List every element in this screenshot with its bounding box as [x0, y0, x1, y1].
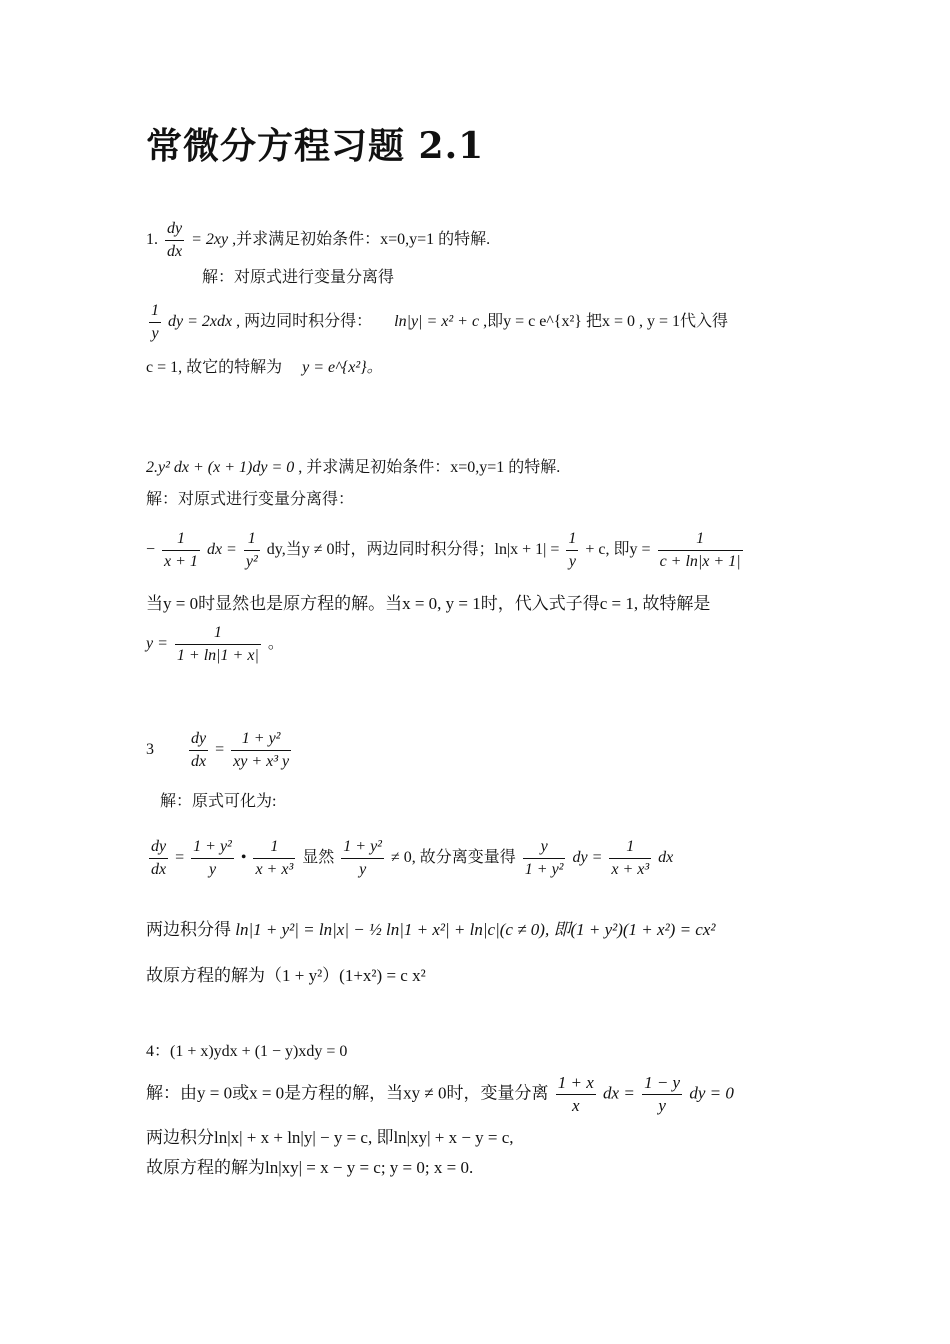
problem-3-integration — [146, 920, 716, 940]
problem-2-statement — [146, 458, 560, 478]
fraction: $\frac{y}{\text{1 + y²}}$ — [524, 838, 564, 878]
problem-3-statement: 3 $\frac{dy}{dx}$ = $\frac{\text{1 + y²}}{\text{xy + x³ y}}$ — [146, 728, 294, 773]
step-text: 显然 — [302, 849, 335, 867]
problem-4-integration: 两边积分ln|x| + x + ln|y| − y = c, 即ln|xy| + x − y = c, — [146, 1128, 514, 1147]
problem-4-step: 解：由y = 0或x = 0是方程的解，当xy ≠ 0时，变量分离 $\frac{1 + x}{x}$ dx = $\frac{1 - y}{y}$ dy = 0 — [146, 1073, 734, 1115]
problem-2-text: 当y = 0时显然也是原方程的解。当x = 0, y = 1时，代入式子得c = 1, 故特解是 — [146, 594, 711, 613]
fraction: $\frac{1}{y}$ — [568, 530, 577, 570]
equation: dy = 2xdx — [168, 313, 233, 331]
fraction: $\frac{dy}{dx}$ — [151, 838, 167, 878]
problem-1-step — [146, 300, 728, 345]
problem-2-answer: y = $\frac{1}{1 + \ln|1 + x|}$ 。 — [146, 622, 284, 667]
equation-rhs: = 2xy — [191, 231, 229, 249]
fraction: $\frac{1}{\text{x + x³}}$ — [611, 838, 650, 878]
solution-intro: 解：对原式进行变量分离得 — [202, 269, 395, 286]
problem-4-final: 故原方程的解为ln|xy| = x − y = c; y = 0; x = 0. — [146, 1158, 474, 1177]
step-text: ≠ 0, 故分离变量得 — [390, 849, 516, 867]
fraction: $\frac{1}{x + 1}$ — [164, 530, 198, 570]
result-text: c = 1, 故它的特解为 — [146, 359, 283, 376]
condition-text: , 并求满足初始条件：x=0,y=1 的特解. — [298, 459, 561, 476]
result-equation: y = e^{x²}。 — [302, 359, 383, 376]
step-text: , 两边同时积分得： — [236, 313, 373, 331]
problem-1-result — [146, 358, 383, 378]
fraction: $\frac{\text{1 + y²}}{\text{xy + x³ y}}$ — [233, 730, 290, 770]
problem-2-step: − $\frac{1}{x + 1}$ dx = $\frac{1}{\text{y²}}$ dy,当y ≠ 0时，两边同时积分得；ln|x + 1| = $\frac{1}{y}$ + c, 即y = $\frac{1}{c + \ln|x + 1|}$ — [146, 528, 746, 573]
fraction: $\frac{1 - y}{y}$ — [644, 1073, 681, 1115]
step-text: 两边积分得 — [146, 920, 231, 939]
condition-text: ,并求满足初始条件：x=0,y=1 的特解. — [232, 231, 491, 249]
step-text: 解：由y = 0或x = 0是方程的解，当xy ≠ 0时，变量分离 — [146, 1083, 549, 1103]
problem-number: 3 — [146, 741, 154, 759]
problem-1-statement — [146, 218, 490, 263]
fraction: $\frac{dy}{dx}$ — [167, 220, 183, 260]
equation: 2.y² dx + (x + 1)dy = 0 — [146, 459, 295, 476]
step-text: ,即y = c e^{x²} 把x = 0 , y = 1代入得 — [483, 313, 729, 331]
page-title: 常微分方程习题 2.1 — [146, 125, 485, 167]
fraction: $\frac{\text{1 + y²}}{y}$ — [193, 838, 232, 878]
solution-intro: 解：原式可化为: — [160, 793, 277, 810]
problem-number: 1. — [146, 231, 158, 249]
solution-intro: 解：对原式进行变量分离得： — [146, 491, 355, 508]
fraction: $\frac{1 + x}{x}$ — [557, 1073, 594, 1115]
step-text: dy,当y ≠ 0时，两边同时积分得；ln|x + 1| = — [266, 541, 560, 559]
problem-4-statement: 4：(1 + x)ydx + (1 − y)xdy = 0 — [146, 1043, 348, 1060]
problem-3-final: 故原方程的解为（1 + y²）(1+x²) = c x² — [146, 966, 426, 985]
step-text: + c, 即y = — [585, 541, 651, 559]
problem-3-step: $\frac{dy}{dx}$ = $\frac{\text{1 + y²}}{y}$ • $\frac{1}{\text{x + x³}}$ 显然 $\frac{\text{1 + y²}}{y}$ ≠ 0, 故分离变量得 $\frac{y}{\text{1 + y²}}$ dy = $\frac{1}{\text{x + x³}}$ dx — [146, 836, 673, 881]
fraction: $\frac{\text{1 + y²}}{y}$ — [343, 838, 382, 878]
fraction: $\frac{1}{1 + \ln|1 + x|}$ — [176, 624, 259, 664]
fraction: $\frac{1}{\text{y²}}$ — [245, 530, 258, 570]
equation: ln|1 + y²| = ln|x| − ½ ln|1 + x²| + ln|c|(c ≠ 0), 即(1 + y²)(1 + x²) = cx² — [235, 920, 716, 939]
fraction: $\frac{1}{\text{x + x³}}$ — [255, 838, 294, 878]
fraction: $\frac{1}{y}$ — [151, 302, 159, 342]
fraction: $\frac{dy}{dx}$ — [191, 730, 207, 770]
fraction: $\frac{1}{c + \ln|x + 1|}$ — [659, 530, 741, 570]
equation: ln|y| = x² + c — [394, 313, 480, 331]
